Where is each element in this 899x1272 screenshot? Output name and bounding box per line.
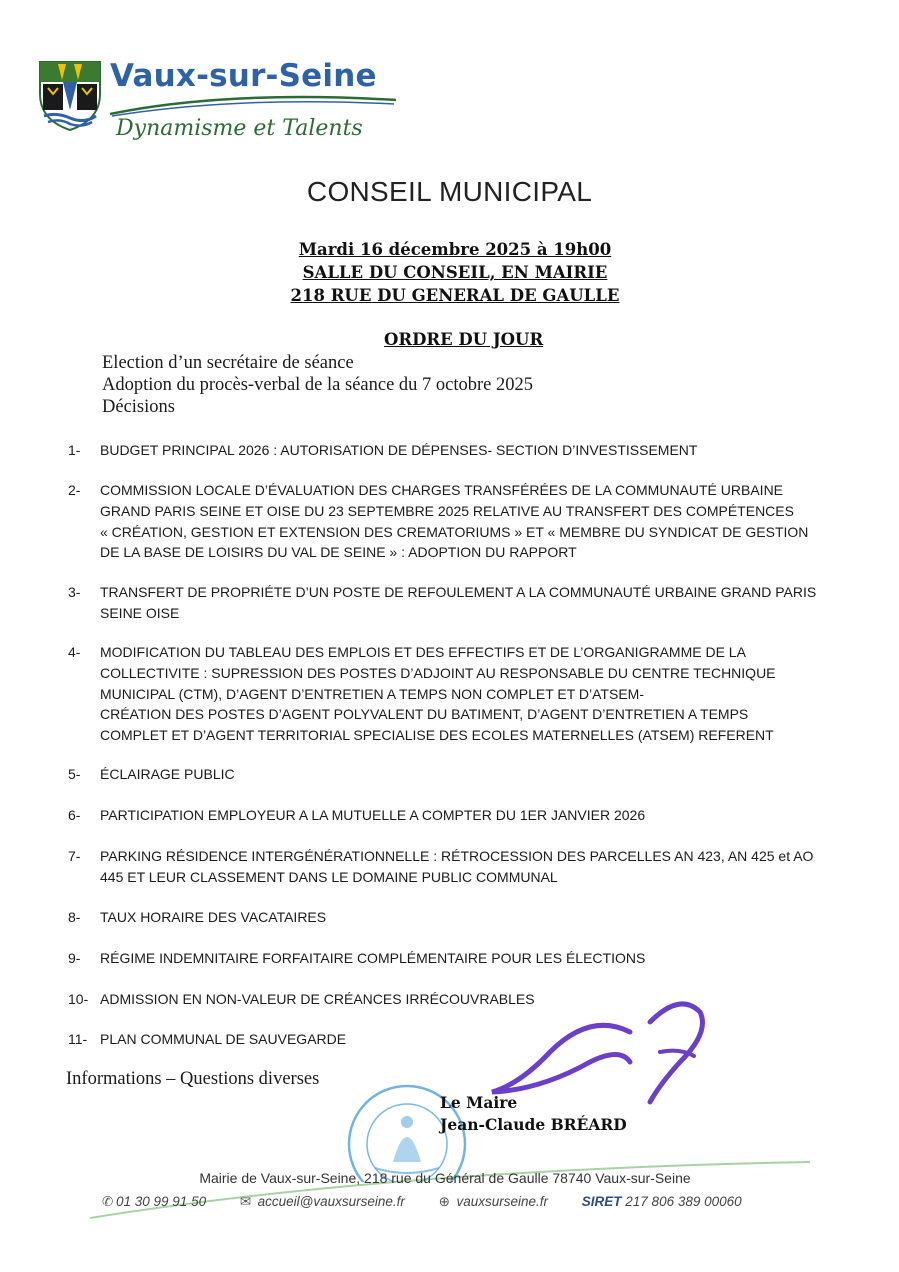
- signatory-name: Jean-Claude BRÉARD: [440, 1115, 627, 1134]
- item-number: 7-: [68, 848, 81, 864]
- preliminary-item: Décisions: [102, 397, 175, 417]
- informations-line: Informations – Questions diverses: [66, 1069, 320, 1089]
- item-line: TRANSFERT DE PROPRIÉTE D’UN POSTE DE REFOULEMENT A LA COMMUNAUTÉ URBAINE GRAND PARIS: [100, 584, 817, 600]
- item-line: RÉGIME INDEMNITAIRE FORFAITAIRE COMPLÉMENTAIRE POUR LES ÉLECTIONS: [100, 950, 646, 966]
- item-number: 5-: [68, 766, 81, 782]
- agenda-item-1: [68, 440, 838, 461]
- siret-label: SIRET: [581, 1194, 622, 1209]
- item-line: TAUX HORAIRE DES VACATAIRES: [100, 909, 327, 925]
- footer-swoosh: [90, 1160, 810, 1220]
- meeting-date: Mardi 16 décembre 2025 à 19h00: [298, 240, 612, 259]
- item-line: 445 ET LEUR CLASSEMENT DANS LE DOMAINE PUBLIC COMMUNAL: [100, 868, 558, 885]
- item-line: MUNICIPAL (CTM), D’AGENT D’ENTRETIEN A TEMPS NON COMPLET ET D’ATSEM-: [100, 685, 644, 702]
- item-line: SEINE OISE: [100, 604, 180, 621]
- item-line: MODIFICATION DU TABLEAU DES EMPLOIS ET DES EFFECTIFS ET DE L’ORGANIGRAMME DE LA: [100, 644, 746, 660]
- town-logo: [38, 58, 398, 150]
- coat-of-arms-icon: [38, 60, 102, 132]
- item-line: GRAND PARIS SEINE ET OISE DU 23 SEPTEMBRE 2025 RELATIVE AU TRANSFERT DES COMPÉTENCES: [100, 502, 794, 519]
- item-number: 6-: [68, 807, 81, 823]
- item-number: 4-: [68, 644, 81, 660]
- signatory-block: [440, 1092, 627, 1136]
- agenda-item-7: [68, 846, 838, 888]
- meeting-room: SALLE DU CONSEIL, EN MAIRIE: [302, 263, 608, 282]
- item-line: BUDGET PRINCIPAL 2026 : AUTORISATION DE DÉPENSES- SECTION D’INVESTISSEMENT: [100, 442, 698, 458]
- item-line: ADMISSION EN NON-VALEUR DE CRÉANCES IRRÉCOUVRABLES: [100, 991, 535, 1007]
- item-number: 2-: [68, 482, 81, 498]
- agenda-item-3: [68, 582, 838, 624]
- agenda-item-8: [68, 907, 838, 928]
- town-name: Vaux-sur-Seine: [110, 58, 377, 94]
- item-line: COMPLET ET D’AGENT TERRITORIAL SPECIALISE DES ECOLES MATERNELLES (ATSEM) REFERENT: [100, 727, 774, 744]
- agenda-item-9: [68, 948, 838, 969]
- item-line: COMMISSION LOCALE D’ÉVALUATION DES CHARGES TRANSFÉRÉES DE LA COMMUNAUTÉ URBAINE: [100, 482, 784, 498]
- signatory-role: Le Maire: [440, 1093, 518, 1112]
- footer-email[interactable]: accueil@vauxsurseine.fr: [257, 1194, 405, 1209]
- item-line: CRÉATION DES POSTES D’AGENT POLYVALENT DU BATIMENT, D’AGENT D’ENTRETIEN A TEMPS: [100, 706, 749, 723]
- logo-swoosh: [108, 90, 398, 118]
- item-number: 3-: [68, 584, 81, 600]
- agenda-item-6: [68, 805, 838, 826]
- page-title: CONSEIL MUNICIPAL: [306, 176, 593, 207]
- item-line: PARKING RÉSIDENCE INTERGÉNÉRATIONNELLE : RÉTROCESSION DES PARCELLES AN 423, AN 425 et AO: [100, 848, 814, 864]
- item-number: 8-: [68, 909, 81, 925]
- globe-icon: ⊕: [438, 1194, 450, 1209]
- agenda-title: ORDRE DU JOUR: [384, 330, 544, 349]
- item-line: PARTICIPATION EMPLOYEUR A LA MUTUELLE A COMPTER DU 1ER JANVIER 2026: [100, 807, 646, 823]
- item-number: 10-: [68, 991, 89, 1007]
- item-line: PLAN COMMUNAL DE SAUVEGARDE: [100, 1031, 347, 1047]
- phone-icon: ✆: [102, 1194, 114, 1209]
- town-tagline: Dynamisme et Talents: [116, 116, 363, 141]
- item-line: DE LA BASE DE LOISIRS DU VAL DE SEINE » : ADOPTION DU RAPPORT: [100, 544, 577, 561]
- footer-address: Mairie de Vaux-sur-Seine, 218 rue du Général de Gaulle 78740 Vaux-sur-Seine: [199, 1170, 691, 1186]
- preliminary-item: Election d’un secrétaire de séance: [102, 353, 354, 373]
- item-number: 9-: [68, 950, 81, 966]
- footer-siret: 217 806 389 00060: [625, 1194, 742, 1209]
- meeting-address: 218 RUE DU GENERAL DE GAULLE: [290, 286, 620, 305]
- footer-contacts: [102, 1194, 772, 1210]
- footer-phone[interactable]: 01 30 99 91 50: [116, 1194, 207, 1209]
- item-line: ÉCLAIRAGE PUBLIC: [100, 766, 235, 782]
- agenda-item-2: [68, 480, 838, 563]
- item-number: 11-: [68, 1031, 88, 1047]
- preliminary-item: Adoption du procès-verbal de la séance du 7 octobre 2025: [102, 375, 534, 395]
- agenda-item-5: [68, 764, 838, 785]
- item-line: COLLECTIVITE : SUPRESSION DES POSTES D’ADJOINT AU RESPONSABLE DU CENTRE TECHNIQUE: [100, 664, 776, 681]
- item-line: « CRÉATION, GESTION ET EXTENSION DES CREMATORIUMS » ET « MEMBRE DU SYNDICAT DE GESTION: [100, 523, 809, 540]
- mail-icon: ✉: [239, 1194, 252, 1209]
- item-number: 1-: [68, 442, 81, 458]
- footer-website[interactable]: vauxsurseine.fr: [456, 1194, 548, 1209]
- agenda-item-4: [68, 642, 838, 746]
